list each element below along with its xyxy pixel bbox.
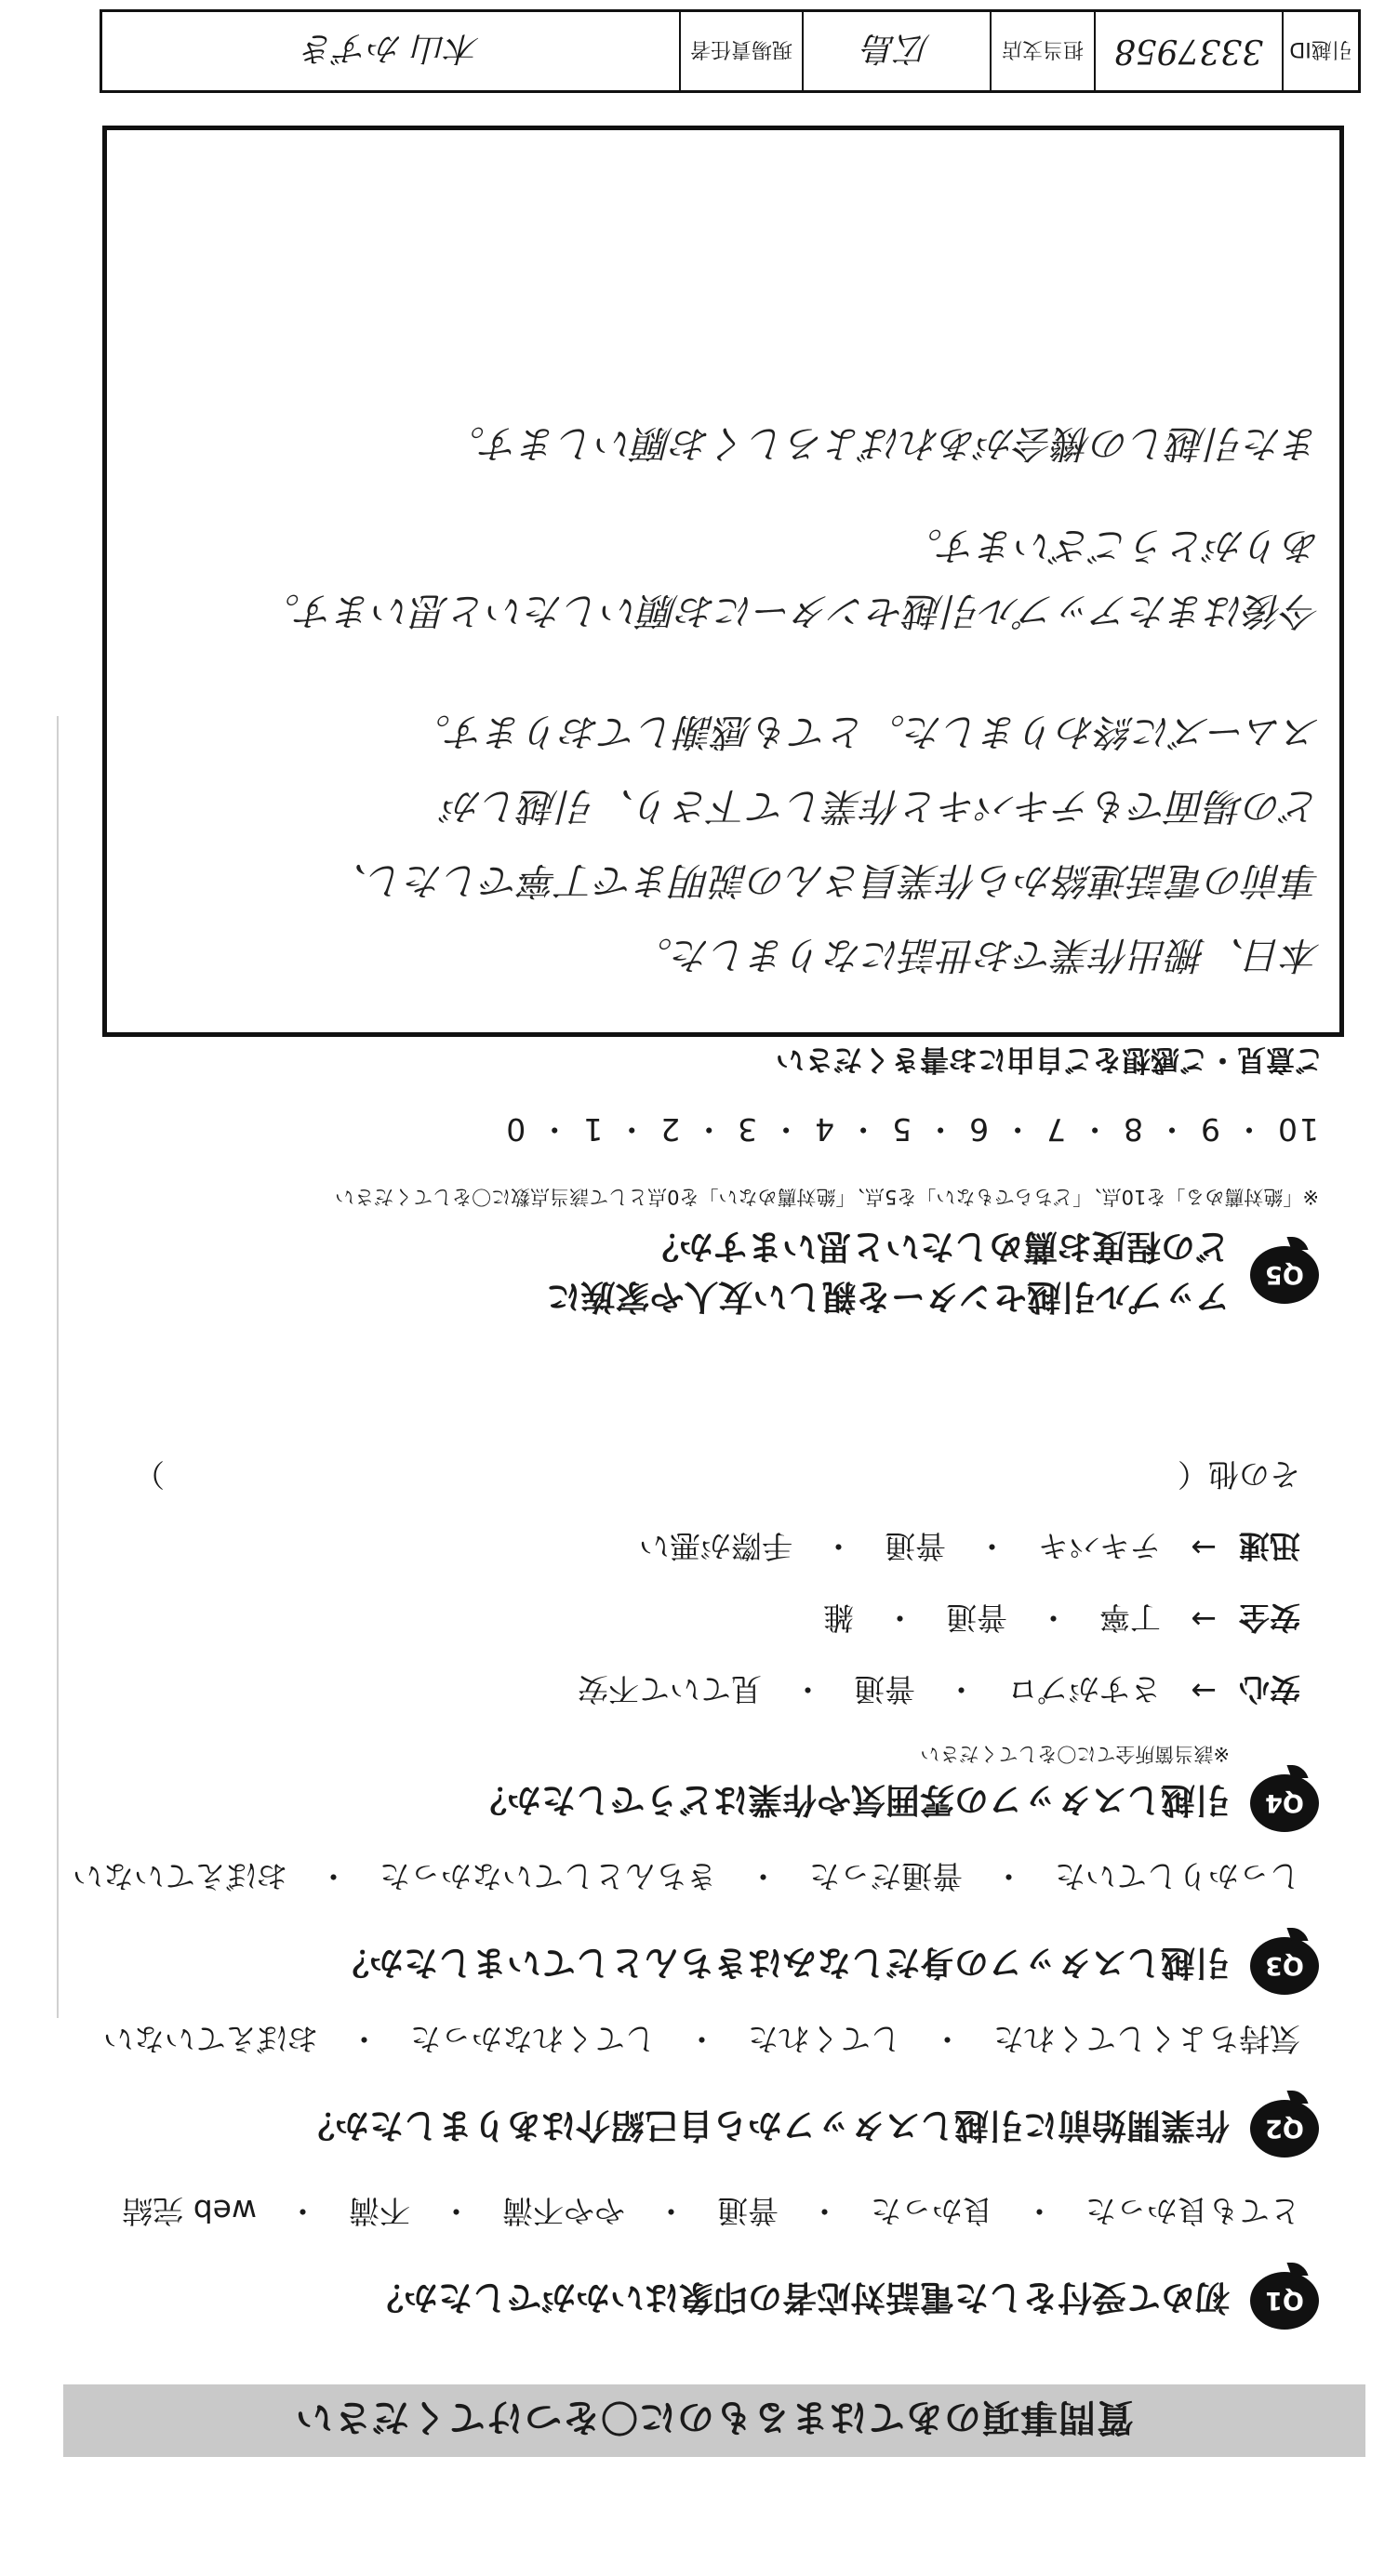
q4-row-options[interactable]: テキパキ ・ 普通 ・ 手際が悪い: [639, 1528, 1161, 1564]
q4-row-options[interactable]: 丁寧 ・ 普通 ・ 雑: [823, 1600, 1161, 1636]
comment-line: ありがとうございます。: [904, 524, 1321, 568]
comment-line: 今後はまたアップル引越センターにお願いしたいと思います。: [261, 589, 1321, 633]
comment-line: 本日、搬出作業でお世話になりました。: [634, 933, 1321, 977]
q4-note: ※該当箇所全てに〇をしてください: [920, 1743, 1230, 1765]
arrow-icon: →: [1191, 1601, 1217, 1638]
q4-row-jinsoku[interactable]: [82, 1526, 1300, 1570]
arrow-icon: →: [1191, 1530, 1217, 1566]
move-id-value: 3337958: [1094, 12, 1282, 90]
branch-label: 担当支店: [990, 12, 1094, 90]
question-1: [82, 2191, 1319, 2330]
q5-score-scale[interactable]: 10 ・ 9 ・ 8 ・ 7 ・ 6 ・ 5 ・ 4 ・ 3 ・ 2 ・ 1 ・ 0: [504, 1111, 1319, 1148]
comment-line: また引越しの機会があればよろしくお願いします。: [446, 421, 1321, 466]
question-5: [82, 1184, 1319, 1325]
q4-row-anzen[interactable]: [82, 1598, 1300, 1641]
q4-icon: Q4: [1250, 1774, 1319, 1832]
arrow-icon: →: [1191, 1673, 1217, 1709]
staff-info-table: [100, 9, 1361, 93]
question-2: [82, 2019, 1319, 2158]
question-3: [73, 1856, 1319, 1995]
q3-text: 引越しスタッフの身だしなみはきちんとしていましたか？: [335, 1943, 1230, 1983]
branch-value: 広島: [802, 12, 990, 90]
q4-row-options[interactable]: さすがプロ ・ 普通 ・ 見ていて不安: [578, 1671, 1161, 1707]
q1-options[interactable]: とても良かった ・ 良かった ・ 普通 ・ やや不満 ・ 不満 ・ web 完結: [122, 2193, 1300, 2229]
comment-title: ご意見・ご感想をご自由にお書きください: [776, 1042, 1324, 1076]
q2-options[interactable]: 気持ちよくしてくれた ・ してくれた ・ してくれなかった ・ おぼえていない: [103, 2021, 1300, 2057]
q4-row-label: 迅速: [1239, 1528, 1300, 1564]
comment-line: スムーズに終わりました。とても感謝しております。: [412, 710, 1321, 754]
q4-text: 引越しスタッフの雰囲気や作業はどうでしたか？: [473, 1780, 1230, 1820]
q4-other[interactable]: その他（ ）: [134, 1456, 1300, 1493]
leader-label: 現場責任者: [679, 12, 802, 90]
q4-row-label: 安全: [1239, 1600, 1300, 1636]
question-4: [82, 1454, 1319, 1832]
q2-text: 作業開始前に引越しスタッフから自己紹介はありましたか？: [300, 2105, 1230, 2145]
q2-icon: Q2: [1250, 2100, 1319, 2158]
q4-row-anshin[interactable]: [82, 1669, 1300, 1713]
q1-text: 初めて受付をした電話対応者の印象はいかがでしたか？: [369, 2277, 1230, 2317]
q5-text-line2: どの程度お薦めしたいと思いますか？: [645, 1227, 1230, 1267]
q3-options[interactable]: しっかりしていた ・ 普通だった ・ きちんとしていなかった ・ おぼえていない: [73, 1858, 1300, 1894]
instruction-banner: 質問事項のあてはまるものに〇をつけてください: [63, 2384, 1365, 2457]
move-id-label: 引越ID: [1282, 12, 1358, 90]
q5-note: ※「絶対薦める」を10点、「どちらでもない」を5点、「絶対薦めない」を0点として該当点数に〇をしてください: [335, 1186, 1319, 1208]
q4-row-label: 安心: [1239, 1671, 1300, 1707]
q5-icon: Q5: [1250, 1246, 1319, 1304]
q5-text-line1: アップル引越センターを親しい友人や家族に: [546, 1277, 1230, 1317]
page-edge-line: [57, 716, 59, 2018]
comment-line: 事前の電話連絡から作業員さんの説明まで丁寧でしたし、: [329, 858, 1321, 903]
q3-icon: Q3: [1250, 1937, 1319, 1995]
q1-icon: Q1: [1250, 2272, 1319, 2330]
comment-box[interactable]: [102, 126, 1344, 1037]
leader-value: 木山 かずき: [301, 29, 480, 68]
comment-line: どの場面でもテキパキと作業して下さり、引越しが: [444, 784, 1321, 829]
